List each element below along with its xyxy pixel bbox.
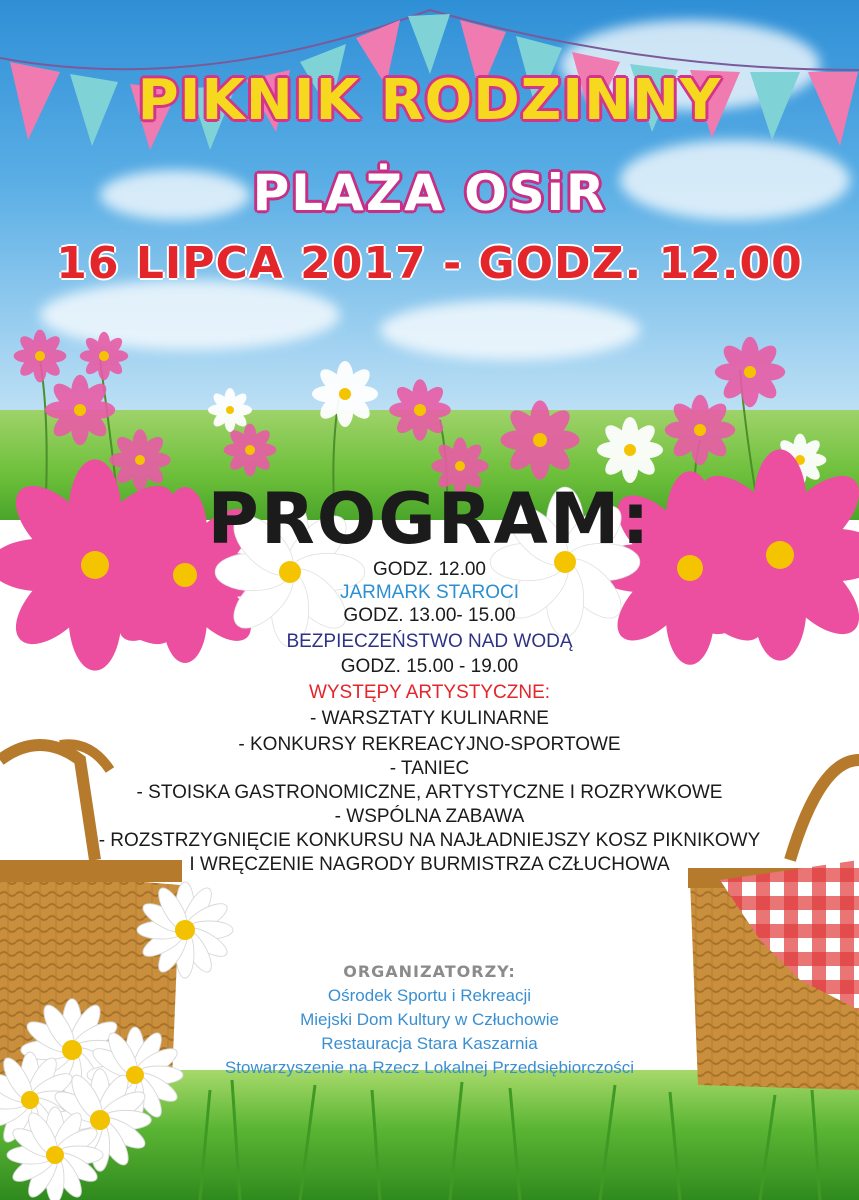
organizer-name: Stowarzyszenie na Rzecz Lokalnej Przedsiębiorczości: [224, 1058, 635, 1077]
schedule-item: - WARSZTATY KULINARNE: [310, 708, 549, 729]
grass-icon: [200, 1080, 820, 1200]
event-date-time: 16 LIPCA 2017 - GODZ. 12.00: [56, 238, 803, 289]
schedule-event: JARMARK STAROCI: [339, 582, 520, 603]
organizers-heading: ORGANIZATORZY:: [343, 962, 516, 981]
schedule-item: - WSPÓLNA ZABAWA: [334, 806, 525, 827]
organizer-name: Restauracja Stara Kaszarnia: [321, 1034, 538, 1053]
schedule-item: - KONKURSY REKREACYJNO-SPORTOWE: [238, 734, 621, 755]
schedule-item: I WRĘCZENIE NAGRODY BURMISTRZA CZŁUCHOWA: [189, 854, 670, 875]
schedule-event: WYSTĘPY ARTYSTYCZNE:: [308, 682, 551, 703]
event-location: PLAŻA OSiR: [252, 164, 607, 222]
program-heading: PROGRAM:: [207, 478, 652, 560]
schedule-time: GODZ. 12.00: [373, 559, 486, 580]
schedule-time: GODZ. 15.00 - 19.00: [340, 656, 519, 677]
organizer-name: Miejski Dom Kultury w Człuchowie: [300, 1010, 559, 1029]
event-title: PIKNIK RODZINNY: [137, 68, 722, 133]
schedule-event: BEZPIECZEŃSTWO NAD WODĄ: [286, 631, 573, 652]
schedule-item: - TANIEC: [389, 758, 470, 779]
organizer-name: Ośrodek Sportu i Rekreacji: [327, 986, 532, 1005]
schedule-item: - STOISKA GASTRONOMICZNE, ARTYSTYCZNE I ROZRYWKOWE: [136, 782, 723, 803]
schedule-time: GODZ. 13.00- 15.00: [343, 605, 516, 626]
schedule-item: - ROZSTRZYGNIĘCIE KONKURSU NA NAJŁADNIEJSZY KOSZ PIKNIKOWY: [98, 830, 761, 851]
